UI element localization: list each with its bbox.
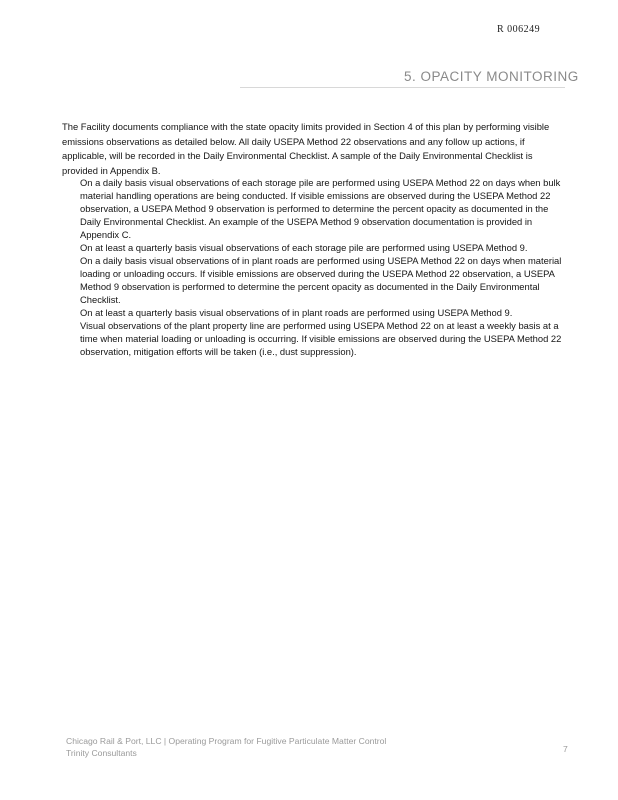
footer-company: Trinity Consultants [66,748,137,758]
observation-item: On at least a quarterly basis visual observations of in plant roads are performed using USEPA Method 9. [80,307,513,318]
intro-paragraph: The Facility documents compliance with the state opacity limits provided in Section 4 of this plan by performing visible emissions observations as detailed below. All daily USEPA Method 22 observations and any follow up actions, if applicable, will be recorded in the Daily Environmental Checklist. A sample of the Daily Environmental Checklist is provided in Appendix B. [62,121,550,176]
bates-number: R 006249 [497,24,541,35]
section-title-rule [240,87,565,88]
section-title: 5. OPACITY MONITORING [404,69,579,84]
observation-item: On a daily basis visual observations of each storage pile are performed using USEPA Method 22 on days when bulk material handling operations are being conducted. If visible emissions are observed during the USEPA Method 22 observation, a USEPA Method 9 observation is performed to determine the percent opacity as documented in the Daily Environmental Checklist. An example of the USEPA Method 9 observation documentation is provided in Appendix C. [80,177,561,240]
observation-item: On at least a quarterly basis visual observations of each storage pile are performed using USEPA Method 9. [80,242,528,253]
observation-item: On a daily basis visual observations of in plant roads are performed using USEPA Method 22 on days when material loading or unloading occurs. If visible emissions are observed during the USEPA Method 22 observation, a USEPA Method 9 observation is performed to determine the percent opacity as documented in the Daily Environmental Checklist. [80,255,562,305]
footer-document-title: Chicago Rail & Port, LLC | Operating Program for Fugitive Particulate Matter Control [66,736,387,746]
page-number: 7 [563,744,568,754]
observation-item: Visual observations of the plant property line are performed using USEPA Method 22 on at least a weekly basis at a time when material loading or unloading is occurring. If visible emissions are observed during the USEPA Method 22 observation, mitigation efforts will be taken (i.e., dust suppression). [80,320,562,357]
observation-list [80,176,568,358]
